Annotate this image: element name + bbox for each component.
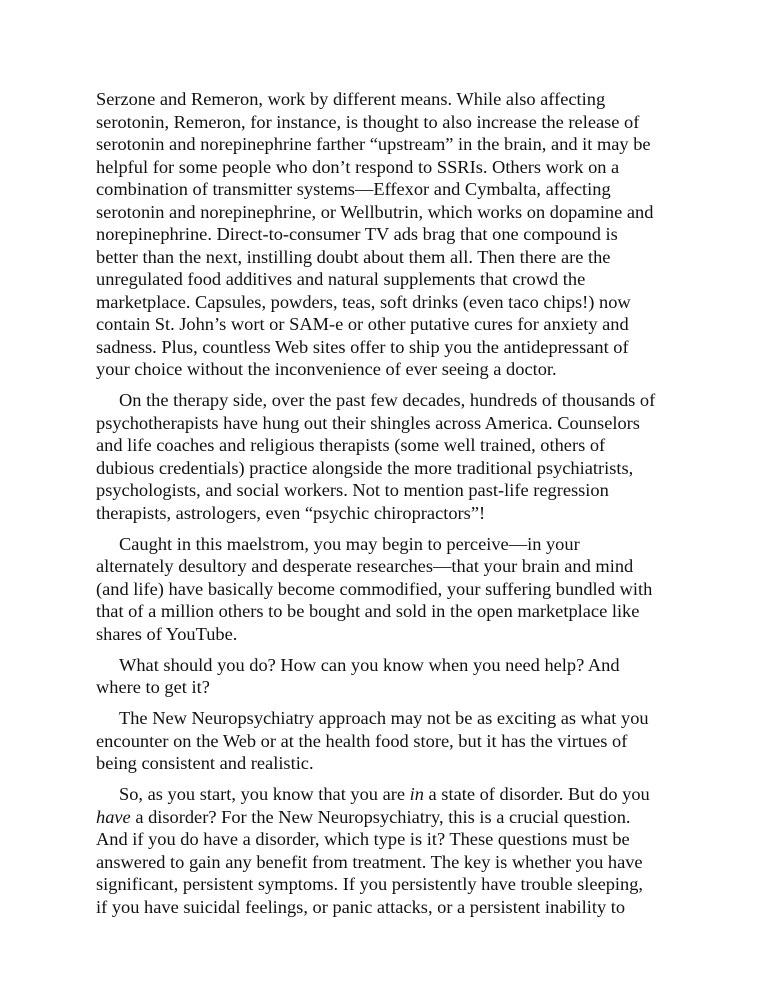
body-paragraph: [96, 783, 656, 918]
text-line: The New Neuropsychiatry approach may not be as exciting as what you: [119, 708, 649, 728]
text-line: answered to gain any benefit from treatment. The key is whether you have: [96, 851, 643, 872]
text-line: On the therapy side, over the past few decades, hundreds of thousands of: [119, 390, 656, 410]
text-line: sadness. Plus, countless Web sites offer to ship you the antidepressant of: [96, 336, 629, 357]
text-line: your choice without the inconvenience of ever seeing a doctor.: [96, 359, 557, 379]
text-line: dubious credentials) practice alongside the more traditional psychiatrists,: [96, 457, 634, 478]
text-line: [96, 783, 656, 806]
text-line: unregulated food additives and natural supplements that crowd the: [96, 269, 586, 289]
text-line: contain St. John’s wort or SAM-e or other putative cures for anxiety and: [96, 314, 629, 334]
book-page: [96, 88, 656, 927]
text-line: serotonin and norepinephrine farther “upstream” in the brain, and it may be: [96, 134, 651, 154]
body-paragraph: [96, 654, 656, 699]
text-line: and life coaches and religious therapists (some well trained, others of: [96, 435, 606, 455]
text-line: psychotherapists have hung out their shingles across America. Counselors: [96, 412, 640, 433]
body-paragraph: [96, 389, 656, 524]
text-line: helpful for some people who don’t respond to SSRIs. Others work on a: [96, 156, 620, 177]
body-paragraph: [96, 533, 656, 646]
text-line: shares of YouTube.: [96, 623, 238, 644]
text-line: And if you do have a disorder, which type is it? These questions must be: [96, 829, 630, 849]
body-paragraph: [96, 707, 656, 775]
text-line: being consistent and realistic.: [96, 753, 314, 773]
text-segment: So, as you start, you know that you are: [119, 784, 410, 804]
text-line: What should you do? How can you know when you need help? And: [119, 654, 620, 675]
text-line: if you have suicidal feelings, or panic attacks, or a persistent inability to: [96, 896, 626, 917]
text-line: psychologists, and social workers. Not to mention past-life regression: [96, 480, 609, 500]
text-line: [96, 806, 656, 829]
text-line: where to get it?: [96, 677, 210, 697]
body-paragraph: [96, 88, 656, 381]
text-segment: a disorder? For the New Neuropsychiatry, this is a crucial question.: [130, 806, 631, 827]
text-line: better than the next, instilling doubt about them all. Then there are the: [96, 246, 611, 267]
text-line: Serzone and Remeron, work by different means. While also affecting: [96, 89, 606, 109]
text-line: combination of transmitter systems—Effexor and Cymbalta, affecting: [96, 179, 611, 199]
text-line: that of a million others to be bought and sold in the open marketplace like: [96, 601, 640, 621]
text-line: alternately desultory and desperate researches—that your brain and mind: [96, 556, 634, 576]
text-line: therapists, astrologers, even “psychic chiropractors”!: [96, 502, 486, 523]
text-line: norepinephrine. Direct-to-consumer TV ads brag that one compound is: [96, 224, 618, 244]
text-line: encounter on the Web or at the health food store, but it has the virtues of: [96, 730, 628, 751]
text-line: marketplace. Capsules, powders, teas, soft drinks (even taco chips!) now: [96, 291, 631, 312]
emphasis-text: have: [96, 806, 131, 827]
text-segment: a state of disorder. But do you: [423, 784, 650, 804]
emphasis-text: in: [409, 784, 424, 804]
text-line: Caught in this maelstrom, you may begin to perceive—in your: [119, 533, 580, 554]
text-line: (and life) have basically become commodified, your suffering bundled with: [96, 578, 653, 599]
text-line: significant, persistent symptoms. If you persistently have trouble sleeping,: [96, 874, 644, 894]
text-line: serotonin, Remeron, for instance, is thought to also increase the release of: [96, 111, 640, 132]
text-line: serotonin and norepinephrine, or Wellbutrin, which works on dopamine and: [96, 201, 654, 222]
